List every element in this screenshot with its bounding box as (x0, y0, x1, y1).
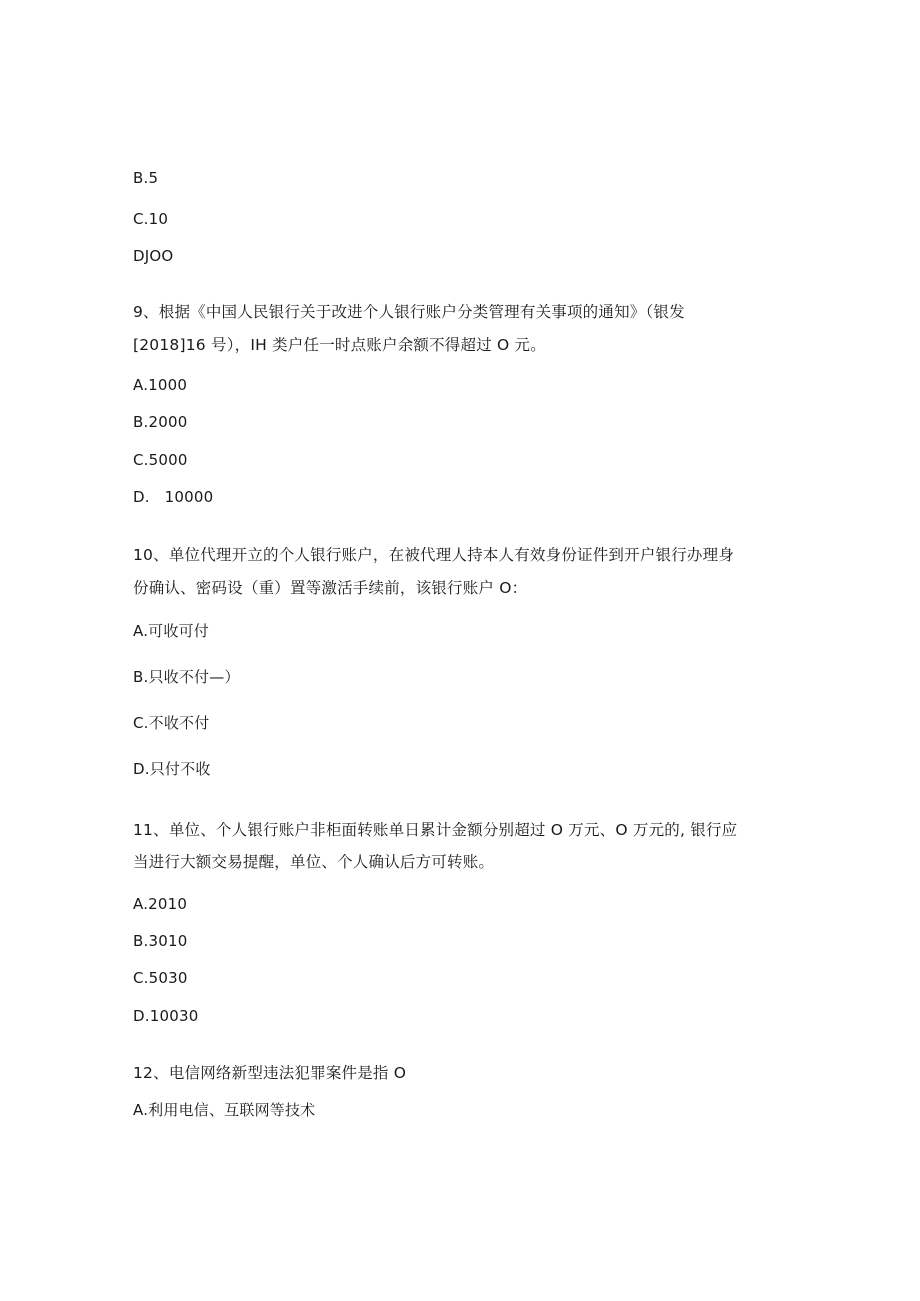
option-d-q10: D.只付不收 (133, 760, 211, 778)
question-11-line-1: 11、单位、个人银行账户非柜面转账单日累计金额分别超过 O 万元、O 万元的, 银行应 (133, 821, 738, 839)
option-b-q9: B.2000 (133, 413, 188, 431)
option-c-q11: C.5030 (133, 969, 188, 987)
question-10-line-2: 份确认、密码设（重）置等激活手续前，该银行账户 O： (133, 579, 528, 597)
option-d-q8: DJOO (133, 247, 174, 265)
option-a-q12: A.利用电信、互联网等技术 (133, 1101, 316, 1119)
question-12-line-1: 12、电信网络新型违法犯罪案件是指 O (133, 1064, 407, 1082)
option-b-q11: B.3010 (133, 932, 188, 950)
question-10-line-1: 10、单位代理开立的个人银行账户，在被代理人持本人有效身份证件到开户银行办理身 (133, 546, 735, 564)
option-a-q9: A.1000 (133, 376, 188, 394)
question-9-line-2: [2018]16 号），IH 类户任一时点账户余额不得超过 O 元。 (133, 336, 546, 354)
option-a-q10: A.可收可付 (133, 622, 209, 640)
option-a-q11: A.2010 (133, 895, 188, 913)
option-b-q10: B.只收不付—） (133, 668, 240, 686)
option-c-q8: C.10 (133, 210, 169, 228)
option-c-q10: C.不收不付 (133, 714, 210, 732)
question-11-line-2: 当进行大额交易提醒，单位、个人确认后方可转账。 (133, 853, 495, 871)
option-c-q9: C.5000 (133, 451, 188, 469)
option-d-q11: D.10030 (133, 1007, 199, 1025)
question-9-line-1: 9、根据《中国人民银行关于改进个人银行账户分类管理有关事项的通知》（银发 (133, 303, 685, 321)
option-b-q8: B.5 (133, 169, 159, 187)
option-d-q9: D. 10000 (133, 488, 214, 506)
